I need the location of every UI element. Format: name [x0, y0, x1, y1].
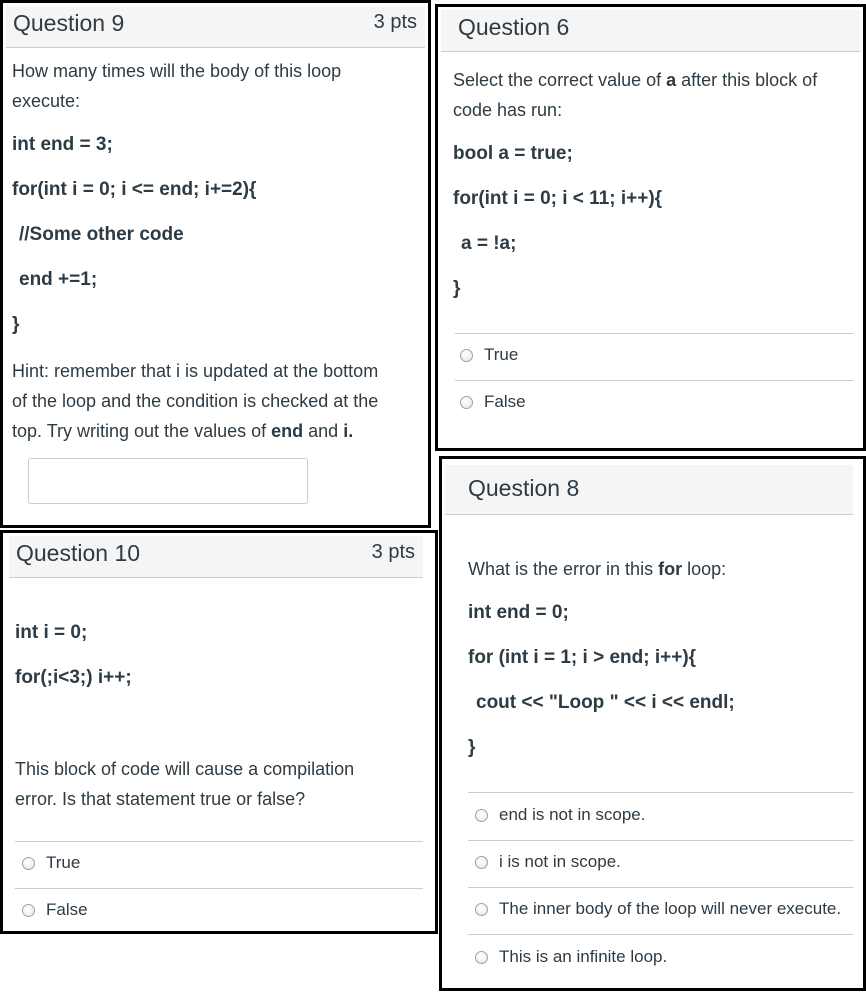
hint-i-keyword: i.: [343, 421, 354, 441]
question-6-code-line-2: for(int i = 0; i < 11; i++){: [453, 188, 663, 209]
answer-label: True: [46, 853, 81, 872]
question-10-prompt-line-2: error. Is that statement true or false?: [15, 789, 306, 809]
question-10-answer-true[interactable]: [22, 853, 80, 873]
divider: [468, 934, 853, 935]
question-10-points: 3 pts: [371, 541, 415, 563]
answer-label: i is not in scope.: [499, 852, 621, 871]
question-9-hint-line-1: Hint: remember that i is updated at the bottom: [12, 361, 379, 381]
question-9-header: [6, 6, 425, 48]
question-6-prompt-line-1: [453, 65, 817, 95]
question-10-code-line-2: for(;i<3;) i++;: [15, 667, 132, 688]
question-9-points: 3 pts: [373, 11, 417, 33]
question-10-prompt-line-1: This block of code will cause a compilation: [15, 759, 355, 779]
divider: [455, 380, 853, 381]
question-8-panel: [439, 456, 866, 991]
hint-end-keyword: end: [271, 421, 304, 441]
divider: [15, 841, 423, 842]
question-8-title: Question 8: [468, 475, 580, 501]
divider: [468, 887, 853, 888]
question-9-code-line-4: end +=1;: [19, 269, 98, 290]
radio-button[interactable]: [460, 396, 473, 409]
question-10-title: Question 10: [16, 540, 141, 566]
answer-label: end is not in scope.: [499, 805, 646, 824]
prompt-text: What is the error in this: [468, 559, 659, 579]
radio-button[interactable]: [475, 856, 488, 869]
question-6-code-line-4: }: [453, 278, 461, 299]
divider: [15, 888, 423, 889]
question-10-header: [9, 536, 423, 578]
radio-button[interactable]: [475, 903, 488, 916]
answer-label: This is an infinite loop.: [499, 947, 668, 966]
prompt-text: Select the correct value of: [453, 70, 667, 90]
question-6-answer-true[interactable]: [460, 345, 518, 365]
question-9-title: Question 9: [13, 10, 125, 36]
hint-text: top. Try writing out the values of: [12, 421, 272, 441]
question-6-answer-false[interactable]: [460, 392, 526, 412]
radio-button[interactable]: [22, 904, 35, 917]
radio-button[interactable]: [475, 809, 488, 822]
radio-button[interactable]: [475, 951, 488, 964]
question-8-answer-4[interactable]: [475, 947, 667, 967]
question-6-title: Question 6: [458, 14, 570, 40]
question-6-panel: [435, 4, 866, 451]
question-9-code-line-2: for(int i = 0; i <= end; i+=2){: [12, 179, 257, 200]
question-8-code-line-2: for (int i = 1; i > end; i++){: [468, 647, 697, 668]
prompt-variable-a: a: [666, 70, 677, 90]
prompt-text-post: after this block of: [676, 70, 818, 90]
question-9-code-line-3: //Some other code: [19, 224, 184, 245]
radio-button[interactable]: [22, 857, 35, 870]
radio-button[interactable]: [460, 349, 473, 362]
question-6-code-line-1: bool a = true;: [453, 143, 573, 164]
question-9-hint-line-3: [12, 416, 353, 446]
question-10-panel: [0, 530, 438, 934]
question-9-prompt-line-1: How many times will the body of this loop: [12, 61, 342, 81]
question-6-code-line-3: a = !a;: [461, 233, 517, 254]
question-6-header: [441, 10, 860, 52]
answer-label: False: [46, 900, 88, 919]
question-9-prompt-line-2: execute:: [12, 91, 81, 111]
question-8-header: [445, 465, 853, 515]
question-9-panel: [0, 0, 431, 528]
question-8-prompt: [468, 554, 726, 584]
divider: [468, 840, 853, 841]
question-8-answer-3[interactable]: [475, 899, 841, 919]
prompt-text-post: loop:: [682, 559, 727, 579]
divider: [468, 792, 853, 793]
question-10-answer-false[interactable]: [22, 900, 88, 920]
answer-label: False: [484, 392, 526, 411]
question-8-code-line-1: int end = 0;: [468, 602, 569, 623]
question-8-code-line-3: cout << "Loop " << i << endl;: [476, 692, 735, 713]
question-8-answer-1[interactable]: [475, 805, 645, 825]
question-9-hint-line-2: of the loop and the condition is checked at the: [12, 391, 379, 411]
hint-text-and: and: [303, 421, 344, 441]
divider: [455, 333, 853, 334]
prompt-for-keyword: for: [658, 559, 683, 579]
question-9-code-line-1: int end = 3;: [12, 134, 113, 155]
question-8-code-line-4: }: [468, 737, 476, 758]
question-6-prompt-line-2: code has run:: [453, 100, 563, 120]
answer-label: True: [484, 345, 519, 364]
question-8-answer-2[interactable]: [475, 852, 621, 872]
question-9-answer-input[interactable]: [28, 458, 308, 504]
question-9-code-line-5: }: [12, 314, 20, 335]
question-10-code-line-1: int i = 0;: [15, 622, 88, 643]
answer-label: The inner body of the loop will never execute.: [499, 899, 842, 918]
